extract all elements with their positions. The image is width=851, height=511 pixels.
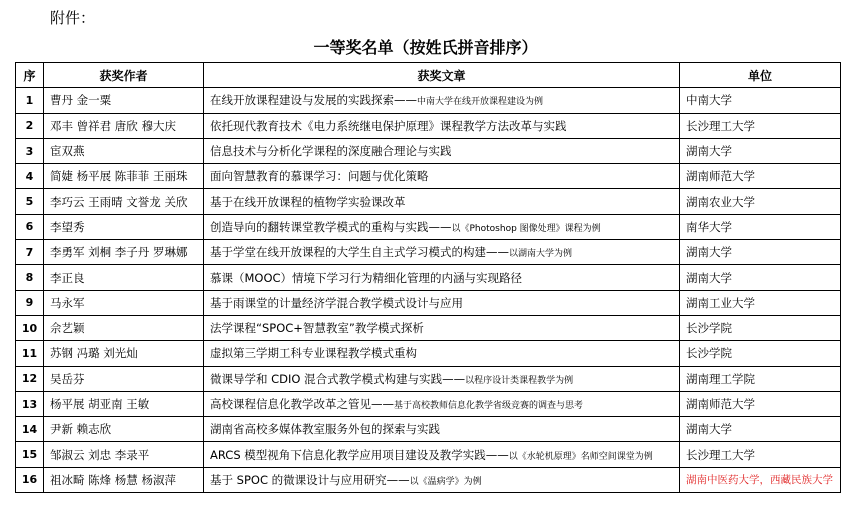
- col-header-article: 获奖文章: [204, 63, 680, 88]
- row-unit: 湖南农业大学: [680, 189, 841, 214]
- row-article: [204, 290, 680, 315]
- table-body: [16, 88, 841, 493]
- article-title: 虚拟第三学期工科专业课程教学模式重构: [210, 346, 417, 361]
- table-row: [16, 240, 841, 265]
- row-article: [204, 88, 680, 113]
- article-title: 基于学堂在线开放课程的大学生自主式学习模式的构建——: [210, 245, 509, 260]
- article-title: 面向智慧教育的慕课学习：问题与优化策略: [210, 169, 429, 184]
- row-authors: 李勇军 刘桐 李子丹 罗琳娜: [44, 240, 204, 265]
- row-article: [204, 189, 680, 214]
- row-unit: 中南大学: [680, 88, 841, 113]
- row-authors: 李正良: [44, 265, 204, 290]
- row-unit: 湖南师范大学: [680, 164, 841, 189]
- row-authors: 邓丰 曾祥君 唐欣 穆大庆: [44, 113, 204, 138]
- table-row: [16, 113, 841, 138]
- table-row: [16, 265, 841, 290]
- row-unit: 长沙理工大学: [680, 113, 841, 138]
- row-article: [204, 113, 680, 138]
- row-number: 1: [16, 88, 44, 113]
- row-number: 7: [16, 240, 44, 265]
- article-subtitle: 以《温病学》为例: [409, 476, 482, 487]
- row-authors: 邹淑云 刘忠 李录平: [44, 442, 204, 467]
- article-title: 基于雨课堂的计量经济学混合教学模式设计与应用: [210, 295, 463, 310]
- row-authors: 马永军: [44, 290, 204, 315]
- row-article: [204, 366, 680, 391]
- row-number: 15: [16, 442, 44, 467]
- row-number: 5: [16, 189, 44, 214]
- article-title: 法学课程“SPOC+智慧教室”教学模式探析: [210, 321, 424, 336]
- row-authors: 尹新 赖志欣: [44, 417, 204, 442]
- row-unit: 长沙学院: [680, 315, 841, 340]
- row-article: [204, 442, 680, 467]
- row-article: [204, 341, 680, 366]
- table-row: [16, 442, 841, 467]
- page-title: 一等奖名单（按姓氏拼音排序）: [313, 38, 538, 57]
- table-row: [16, 164, 841, 189]
- article-title: 湖南省高校多媒体教室服务外包的探索与实践: [210, 422, 440, 437]
- row-number: 12: [16, 366, 44, 391]
- article-title: 基于在线开放课程的植物学实验课改革: [210, 194, 406, 209]
- row-article: [204, 265, 680, 290]
- table-row: [16, 391, 841, 416]
- table-row: [16, 366, 841, 391]
- row-authors: 李巧云 王雨晴 文誉龙 关欣: [44, 189, 204, 214]
- table-row: [16, 189, 841, 214]
- row-authors: 杨平展 胡亚南 王敏: [44, 391, 204, 416]
- article-subtitle: 以《Photoshop 图像处理》课程为例: [451, 223, 601, 234]
- row-authors: 李望秀: [44, 214, 204, 239]
- article-title: 依托现代教育技术《电力系统继电保护原理》课程教学方法改革与实践: [210, 118, 567, 133]
- row-number: 2: [16, 113, 44, 138]
- row-unit: 湖南大学: [680, 417, 841, 442]
- row-article: [204, 138, 680, 163]
- row-article: [204, 214, 680, 239]
- row-number: 8: [16, 265, 44, 290]
- row-authors: 苏钢 冯璐 刘光灿: [44, 341, 204, 366]
- table-row: [16, 341, 841, 366]
- article-subtitle: 以程序设计类课程教学为例: [465, 375, 574, 386]
- row-unit: 湖南工业大学: [680, 290, 841, 315]
- row-number: 6: [16, 214, 44, 239]
- row-number: 10: [16, 315, 44, 340]
- article-subtitle: 中南大学在线开放课程建设为例: [417, 97, 544, 108]
- row-number: 11: [16, 341, 44, 366]
- col-header-no: 序: [16, 63, 44, 88]
- article-title: 信息技术与分析化学课程的深度融合理论与实践: [210, 144, 452, 159]
- row-number: 14: [16, 417, 44, 442]
- article-title: 高校课程信息化教学改革之管见——: [210, 397, 394, 411]
- row-unit: 长沙学院: [680, 341, 841, 366]
- row-authors: 祖冰畸 陈烽 杨慧 杨淑萍: [44, 467, 204, 492]
- row-unit: 湖南师范大学: [680, 391, 841, 416]
- row-unit: 南华大学: [680, 214, 841, 239]
- row-authors: 曹丹 金一粟: [44, 88, 204, 113]
- row-authors: 佘艺颖: [44, 315, 204, 340]
- row-number: 13: [16, 391, 44, 416]
- award-table: [15, 62, 841, 493]
- row-article: [204, 417, 680, 442]
- col-header-unit: 单位: [680, 63, 841, 88]
- row-article: [204, 467, 680, 492]
- row-unit: 湖南大学: [680, 138, 841, 163]
- row-unit: 湖南大学: [680, 240, 841, 265]
- row-unit: 湖南理工学院: [680, 366, 841, 391]
- row-number: 9: [16, 290, 44, 315]
- table-row: [16, 467, 841, 492]
- article-title: 微课导学和 CDIO 混合式教学模式构建与实践——: [210, 371, 466, 386]
- table-row: [16, 290, 841, 315]
- row-article: [204, 164, 680, 189]
- table-row: [16, 214, 841, 239]
- row-number: 4: [16, 164, 44, 189]
- table-header-row: [16, 63, 841, 88]
- table-row: [16, 315, 841, 340]
- row-article: [204, 240, 680, 265]
- article-subtitle: 基于高校教师信息化教学省级竞赛的调查与思考: [394, 401, 584, 411]
- table-row: [16, 88, 841, 113]
- row-authors: 吴岳芬: [44, 366, 204, 391]
- row-authors: 宦双燕: [44, 138, 204, 163]
- table-row: [16, 138, 841, 163]
- col-header-authors: 获奖作者: [44, 63, 204, 88]
- article-title: 慕课（MOOC）情境下学习行为精细化管理的内涵与实现路径: [210, 270, 523, 285]
- row-unit: 长沙理工大学: [680, 442, 841, 467]
- row-unit: 湖南中医药大学，西藏民族大学: [680, 467, 841, 492]
- row-unit: 湖南大学: [680, 265, 841, 290]
- article-title: 在线开放课程建设与发展的实践探索——: [210, 93, 417, 108]
- article-title: ARCS 模型视角下信息化教学应用项目建设及教学实践——: [210, 447, 509, 462]
- row-article: [204, 391, 680, 416]
- row-article: [204, 315, 680, 340]
- row-number: 3: [16, 138, 44, 163]
- table-row: [16, 417, 841, 442]
- row-number: 16: [16, 467, 44, 492]
- row-authors: 简婕 杨平展 陈菲菲 王丽珠: [44, 164, 204, 189]
- attachment-label: 附件：: [50, 9, 96, 27]
- article-title: 创造导向的翻转课堂教学模式的重构与实践——: [210, 219, 452, 234]
- article-subtitle: 以湖南大学为例: [509, 249, 573, 260]
- article-title: 基于 SPOC 的微课设计与应用研究——: [210, 472, 410, 487]
- article-subtitle: 以《水轮机原理》名师空间课堂为例: [508, 451, 653, 462]
